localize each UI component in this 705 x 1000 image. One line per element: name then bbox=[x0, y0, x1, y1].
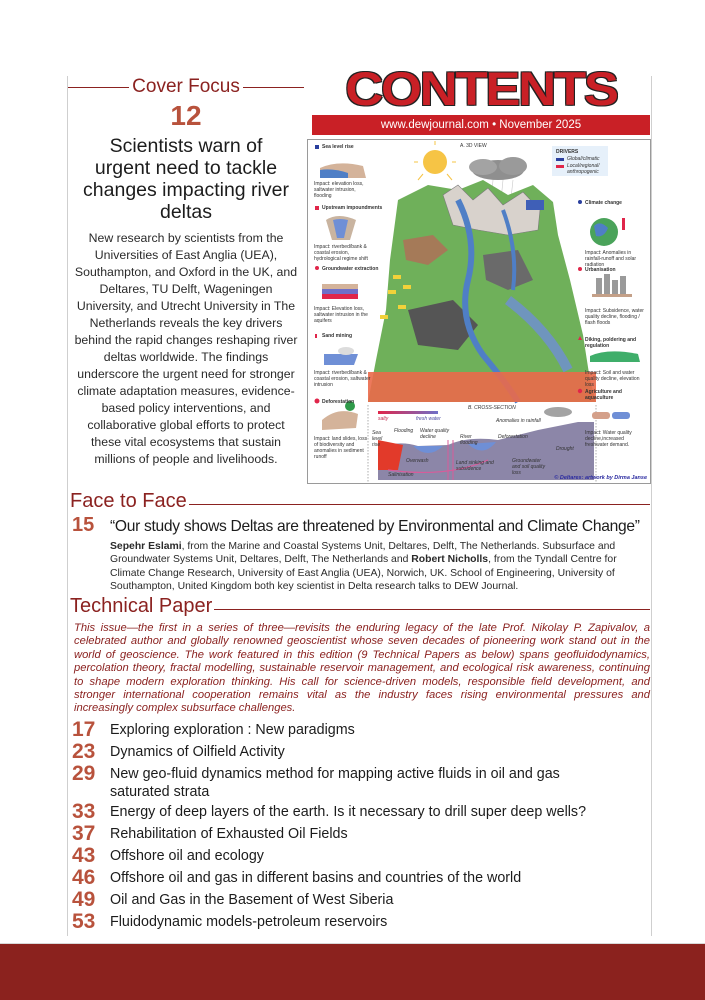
rainfall-anomalies-label: Anomalies in rainfall bbox=[496, 418, 541, 424]
heading-rule bbox=[68, 87, 129, 88]
cover-page-number[interactable]: 12 bbox=[170, 100, 202, 131]
salinisation-label: Salinisation bbox=[388, 472, 414, 478]
fresh-water-label: fresh water bbox=[416, 416, 441, 422]
local-swatch bbox=[556, 165, 564, 168]
heading-rule bbox=[189, 504, 650, 505]
page-frame-right bbox=[651, 76, 652, 936]
paper-page-number[interactable]: 33 bbox=[72, 800, 96, 823]
paper-item[interactable] bbox=[72, 801, 650, 823]
paper-page-number[interactable]: 37 bbox=[72, 822, 96, 845]
cover-focus-label: Cover Focus bbox=[132, 76, 240, 97]
ftf-page-number[interactable]: 15 bbox=[72, 514, 95, 536]
paper-page-number[interactable]: 29 bbox=[72, 762, 96, 785]
salty-label: salty bbox=[378, 416, 389, 422]
driver-upstream-impoundments: Upstream impoundments bbox=[322, 205, 383, 211]
paper-page-number[interactable]: 17 bbox=[72, 718, 96, 741]
driver-groundwater-extraction: Groundwater extraction bbox=[322, 266, 379, 272]
paper-title[interactable]: Energy of deep layers of the earth. Is it necessary to drill super deep wells? bbox=[110, 804, 587, 820]
paper-item[interactable] bbox=[72, 845, 650, 867]
driver-climate-change: Climate change bbox=[585, 200, 622, 206]
paper-title[interactable]: Rehabilitation of Exhausted Oil Fields bbox=[110, 826, 348, 842]
ftf-description bbox=[110, 540, 650, 594]
ftf-body-part: , from the Tyndall Centre for Climate Change Research, University of East Anglia (UEA), Norwich, UK. School of Engineering, University of Southampton, United Kingdom both key scientist in Delta research talks to DEW Journal. bbox=[110, 554, 617, 593]
paper-title[interactable]: Offshore oil and gas in different basins and countries of the world bbox=[110, 870, 522, 886]
contents-title: CONTENTS bbox=[345, 62, 617, 115]
paper-page-number[interactable]: 23 bbox=[72, 740, 96, 763]
drought-label: Drought bbox=[556, 446, 574, 452]
delta-drivers-illustration bbox=[307, 139, 651, 484]
paper-item[interactable] bbox=[72, 763, 650, 801]
deforestation-label: Deforestation bbox=[498, 434, 528, 440]
technical-paper-label: Technical Paper bbox=[70, 595, 213, 617]
drivers-legend-local: Local/regional/ anthropogenic bbox=[567, 163, 600, 175]
paper-item[interactable] bbox=[72, 823, 650, 845]
driver-sea-level-rise: Sea level rise bbox=[322, 144, 354, 150]
technical-paper-heading bbox=[70, 594, 650, 618]
technical-paper-intro: This issue—the first in a series of three—revisits the enduring legacy of the late Prof. Nikolay P. Zapivalov, a celebrated author and globally renowned geoscientist whose seven decades of pioneering work stand out in the world of geoscience. The work featured in this edition (9 Technical Papers as below) spans geofluidodynamics, percolation theory, fractal modelling, sustainable reservoir management, and ecological risk awareness, continuing to shape modern exploration thinking. His call for science-driven models, responsible field development, and stronger international cooperation remains vital as the industry faces rising environmental pressures and increasingly complex subsurface challenges. bbox=[74, 622, 650, 715]
driver-sand-mining: Sand mining bbox=[322, 333, 352, 339]
paper-item[interactable] bbox=[72, 911, 650, 933]
paper-title[interactable]: New geo-fluid dynamics method for mapping active fluids in oil and gas saturated strata bbox=[110, 766, 560, 800]
driver-diking-poldering: Diking, poldering and regulation bbox=[585, 337, 637, 349]
driver-impact: Impact: land slides, loss of biodiversity and anomalies in sediment runoff bbox=[314, 436, 368, 460]
drivers-legend bbox=[552, 146, 608, 176]
driver-impact: Impact: Elevation loss, saltwater intrusion in the aquifers bbox=[314, 306, 368, 324]
person-name: Robert Nicholls bbox=[411, 554, 489, 566]
driver-agriculture-aquaculture: Agriculture and aquaculture bbox=[585, 389, 622, 401]
drivers-legend-global: Global/climatic bbox=[567, 156, 600, 162]
driver-impact: Impact: Soil and water quality decline, elevation loss bbox=[585, 370, 640, 388]
paper-title[interactable]: Oil and Gas in the Basement of West Siberia bbox=[110, 892, 394, 908]
driver-impact: Impact: riverbed/bank & coastal erosion, hydrological regime shift bbox=[314, 244, 368, 262]
driver-impact: Impact: riverbed/bank & coastal erosion, saltwater intrusion bbox=[314, 370, 371, 388]
paper-item[interactable] bbox=[72, 741, 650, 763]
artwork-credit: © Deltares: artwork by Dirma Janse bbox=[554, 475, 647, 481]
paper-page-number[interactable]: 49 bbox=[72, 888, 96, 911]
cover-story-body: New research by scientists from the Universities of East Anglia (UEA), Southampton, and Oxford in the UK, and Deltares, TU Delft, Wageningen University, and Utrecht University in The Netherlands reveals the key drivers behind the rapid changes reshaping river deltas worldwide. The findings underscore the urgent need for stronger climate adaptation measures, evidence-based policy interventions, and collaborative global efforts to protect these vital ecosystems that sustain millions of people and livelihoods. bbox=[74, 231, 298, 466]
ftf-body-part: , from the Marine and Coastal Systems Unit, Deltares, Delft, The Netherlands. Subsurface and Groundwater Systems Unit, Deltares, Delft, The Netherlands and bbox=[110, 541, 616, 566]
driver-impact: Impact: Subsidence, water quality decline, flooding / flash floods bbox=[585, 308, 644, 326]
driver-impact: Impact: Water quality decline,increased freshwater demand. bbox=[585, 430, 632, 448]
driver-impact: Impact: elevation loss, saltwater intrusion, flooding bbox=[314, 181, 364, 199]
paper-item[interactable] bbox=[72, 889, 650, 911]
paper-title[interactable]: Fluidodynamic models-petroleum reservoirs bbox=[110, 914, 388, 930]
footer-band bbox=[0, 944, 705, 1000]
face-to-face-entry[interactable] bbox=[72, 514, 652, 536]
view-a-label: A. 3D VIEW bbox=[460, 143, 487, 149]
cover-story-title[interactable]: Scientists warn of urgent need to tackle changes impacting river deltas bbox=[83, 135, 289, 223]
global-swatch bbox=[556, 158, 564, 161]
technical-paper-list bbox=[72, 719, 650, 933]
paper-page-number[interactable]: 46 bbox=[72, 866, 96, 889]
sea-level-rise-label: Sea level rise bbox=[372, 430, 383, 448]
driver-urbanisation: Urbanisation bbox=[585, 267, 616, 273]
face-to-face-label: Face to Face bbox=[70, 490, 187, 512]
paper-title[interactable]: Exploring exploration : New paradigms bbox=[110, 722, 355, 738]
face-to-face-heading bbox=[70, 489, 650, 513]
journal-url-date-band[interactable]: www.dewjournal.com • November 2025 bbox=[312, 115, 650, 135]
driver-deforestation: Deforestation bbox=[322, 399, 355, 405]
person-name: Sepehr Eslami bbox=[110, 541, 182, 552]
sun-icon bbox=[423, 150, 447, 174]
paper-page-number[interactable]: 53 bbox=[72, 910, 96, 933]
cover-focus-heading bbox=[68, 76, 304, 98]
contents-header bbox=[312, 62, 650, 135]
cover-focus-section bbox=[68, 76, 304, 468]
heading-rule bbox=[214, 609, 650, 610]
groundwater-loss-label: Groundwater and soil quality loss bbox=[512, 458, 546, 476]
driver-impact: Impact: Anomalies in rainfall-runoff and solar radiation bbox=[585, 250, 637, 268]
flooding-label: Flooding bbox=[394, 428, 414, 434]
river-flooding-label: River flooding bbox=[460, 434, 478, 446]
ftf-title[interactable]: “Our study shows Deltas are threatened by Environmental and Climate Change” bbox=[110, 518, 640, 535]
land-sinking-label: Land sinking and subsidence bbox=[456, 460, 494, 472]
paper-title[interactable]: Offshore oil and ecology bbox=[110, 848, 264, 864]
paper-page-number[interactable]: 43 bbox=[72, 844, 96, 867]
paper-item[interactable] bbox=[72, 719, 650, 741]
paper-title[interactable]: Dynamics of Oilfield Activity bbox=[110, 744, 285, 760]
paper-item[interactable] bbox=[72, 867, 650, 889]
view-b-label: B. CROSS-SECTION bbox=[468, 405, 516, 411]
drivers-legend-title: DRIVERS bbox=[556, 149, 579, 155]
water-quality-label: Water quality decline bbox=[420, 428, 450, 440]
overwash-label: Overwash bbox=[406, 458, 429, 464]
